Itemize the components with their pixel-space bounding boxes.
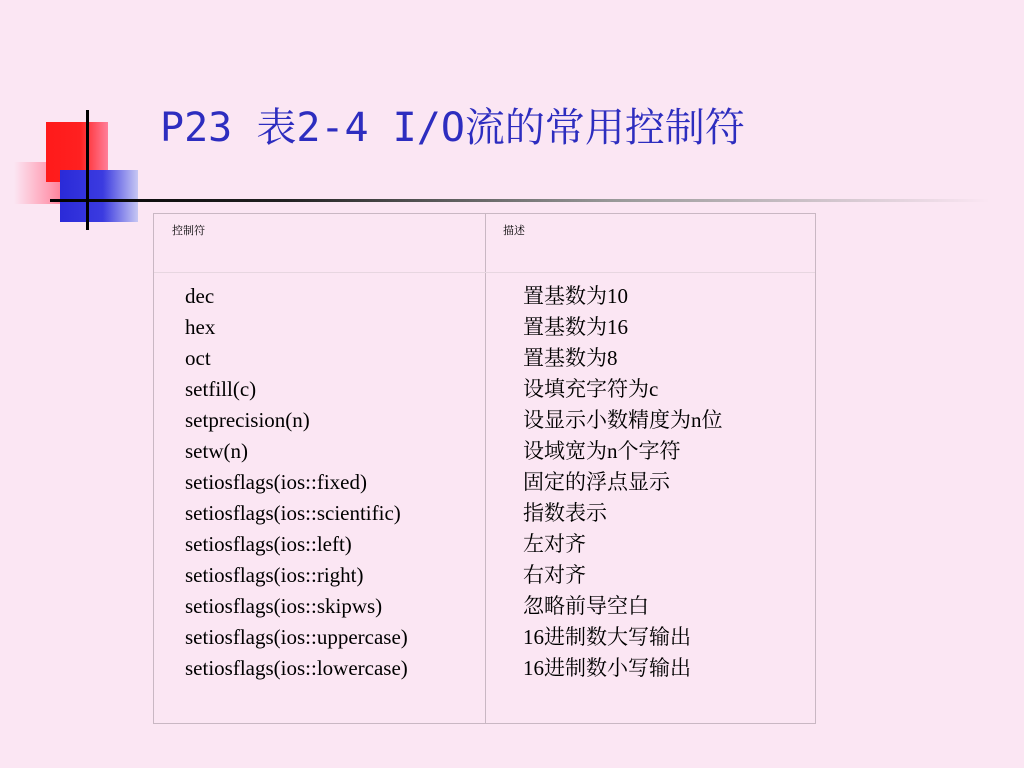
description: 置基数为16 [523, 315, 628, 339]
description: 设填充字符为c [523, 377, 659, 401]
control-symbol: setprecision(n) [185, 408, 310, 432]
control-symbol-list [185, 281, 408, 684]
control-symbol: setiosflags(ios::right) [185, 563, 364, 587]
control-symbol: setiosflags(ios::uppercase) [185, 625, 408, 649]
description-list [523, 281, 723, 684]
control-symbol: setw(n) [185, 439, 248, 463]
decorative-horizontal-rule [50, 199, 990, 202]
description: 设显示小数精度为n位 [523, 408, 723, 432]
description: 16进制数小写输出 [523, 656, 691, 680]
control-symbol: setiosflags(ios::left) [185, 532, 352, 556]
control-table [153, 213, 816, 724]
control-symbol: setiosflags(ios::fixed) [185, 470, 367, 494]
description: 左对齐 [523, 532, 586, 556]
control-symbol: dec [185, 284, 215, 308]
description: 置基数为10 [523, 284, 628, 308]
control-symbol: setiosflags(ios::skipws) [185, 594, 383, 618]
control-symbol: setfill(c) [185, 377, 257, 401]
description: 固定的浮点显示 [523, 470, 670, 494]
control-symbol: hex [185, 315, 216, 339]
column-divider [485, 214, 486, 723]
description: 16进制数大写输出 [523, 625, 691, 649]
decorative-vertical-rule [86, 110, 89, 230]
description: 指数表示 [523, 501, 607, 525]
description: 设域宽为n个字符 [523, 439, 681, 463]
control-symbol: setiosflags(ios::scientific) [185, 501, 401, 525]
description: 右对齐 [523, 563, 586, 587]
header-divider [154, 272, 815, 273]
control-symbol: setiosflags(ios::lowercase) [185, 656, 408, 680]
header-description: 描述 [503, 224, 525, 237]
slide-title: P23 表2-4 I/O流的常用控制符 [160, 105, 745, 151]
description: 置基数为8 [523, 346, 618, 370]
control-symbol: oct [185, 346, 211, 370]
decorative-blue-square [60, 170, 138, 222]
header-control-symbol: 控制符 [172, 224, 205, 237]
description: 忽略前导空白 [523, 594, 649, 618]
